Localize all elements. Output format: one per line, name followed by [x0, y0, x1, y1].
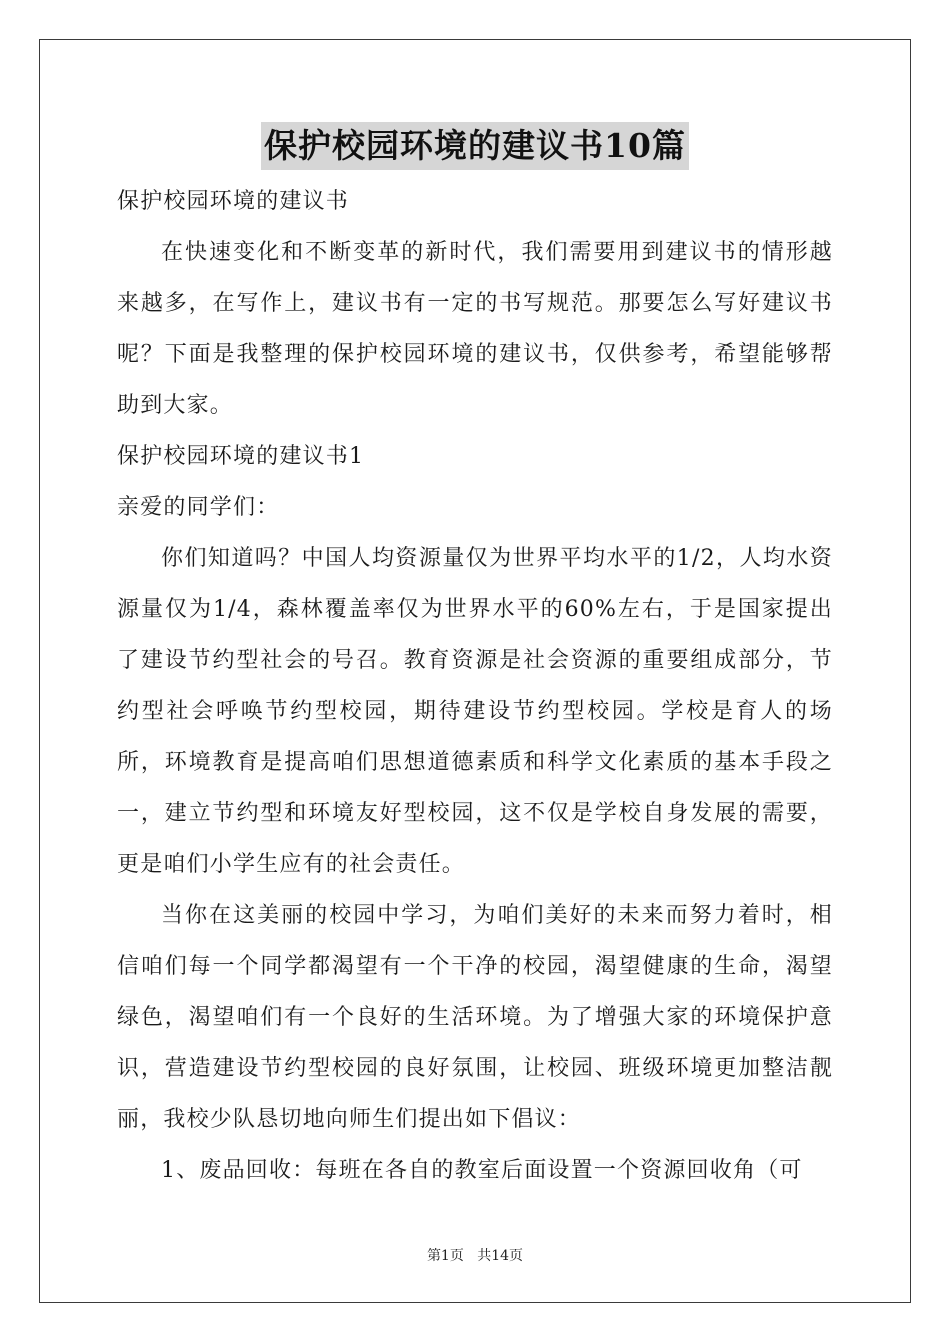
page-number: 第1页: [426, 1248, 464, 1264]
title-container: [0, 122, 950, 170]
paragraph-body-3: 1、废品回收：每班在各自的教室后面设置一个资源回收角（可: [161, 1158, 803, 1183]
document-title: 保护校园环境的建议书10篇: [261, 122, 689, 170]
paragraph-intro: 在快速变化和不断变革的新时代，我们需要用到建议书的情形越来越多，在写作上，建议书有一定的书写规范。那要怎么写好建议书呢？下面是我整理的保护校园环境的建议书，仅供参考，希望能够帮助到大家。: [117, 240, 833, 418]
paragraph-section-heading: 保护校园环境的建议书1: [117, 444, 365, 469]
paragraph-subtitle: 保护校园环境的建议书: [117, 189, 350, 214]
document-body: [117, 176, 833, 1196]
paragraph-salutation: 亲爱的同学们：: [117, 495, 280, 520]
paragraph-body-2: 当你在这美丽的校园中学习，为咱们美好的未来而努力着时，相信咱们每一个同学都渴望有一个干净的校园，渴望健康的生命，渴望绿色，渴望咱们有一个良好的生活环境。为了增强大家的环境保护意识，营造建设节约型校园的良好氛围，让校园、班级环境更加整洁靓丽，我校少队恳切地向师生们提出如下倡议：: [117, 903, 833, 1132]
page-total: 共14页: [477, 1248, 524, 1264]
page-footer: [0, 1246, 950, 1266]
paragraph-body-1: 你们知道吗？中国人均资源量仅为世界平均水平的1/2，人均水资源量仅为1/4，森林覆盖率仅为世界水平的60%左右，于是国家提出了建设节约型社会的号召。教育资源是社会资源的重要组成部分，节约型社会呼唤节约型校园，期待建设节约型校园。学校是育人的场所，环境教育是提高咱们思想道德素质和科学文化素质的基本手段之一，建立节约型和环境友好型校园，这不仅是学校自身发展的需要，更是咱们小学生应有的社会责任。: [117, 546, 833, 877]
